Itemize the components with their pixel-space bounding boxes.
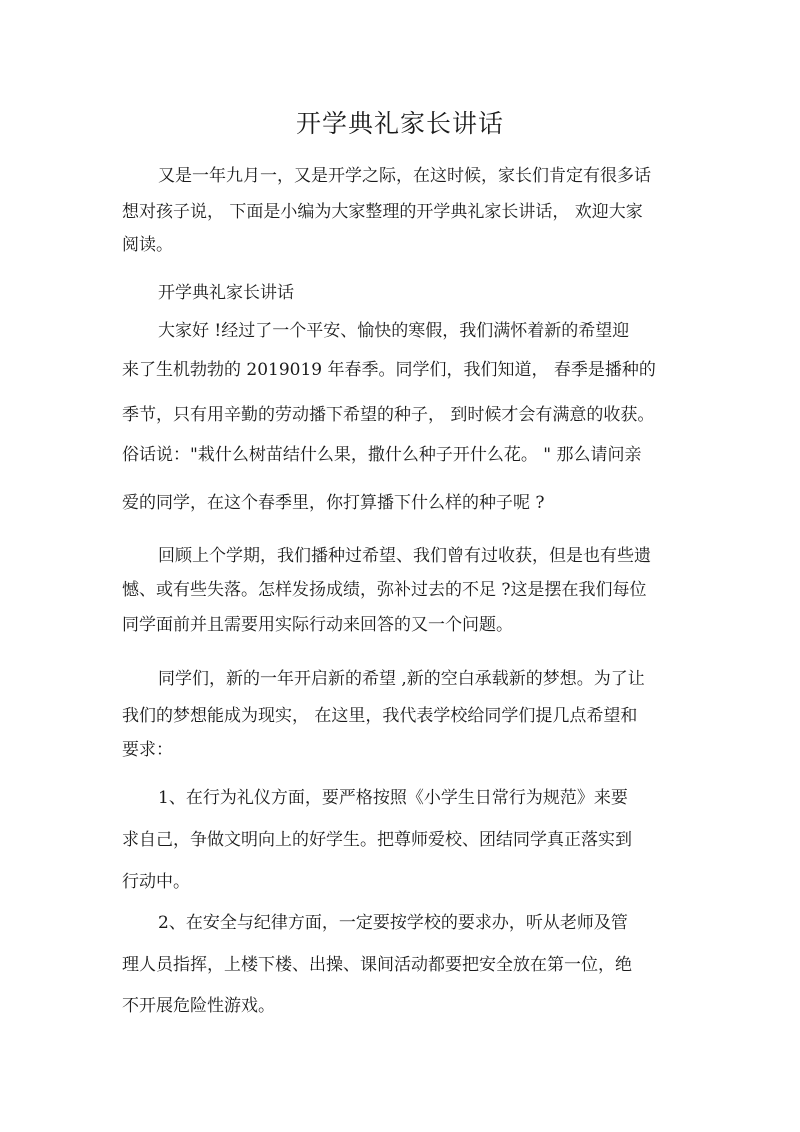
text-line: 季节，只有用辛勤的劳动播下希望的种子， 到时候才会有满意的收获。 [122, 405, 655, 425]
text-line: 不开展危险性游戏。 [122, 996, 275, 1016]
text-line: 想对孩子说， 下面是小编为大家整理的开学典礼家长讲话， 欢迎大家 [122, 202, 643, 222]
text-line: 同学面前并且需要用实际行动来回答的又一个问题。 [122, 615, 513, 635]
section-heading: 开学典礼家长讲话 [158, 283, 294, 303]
text-line: 来了生机勃勃的 2019019 年春季。同学们，我们知道， 春季是播种的 [122, 360, 656, 380]
text-line: 阅读。 [122, 235, 173, 255]
text-line: 爱的同学，在这个春季里，你打算播下什么样的种子呢 ? [122, 493, 545, 513]
text-line: 要求： [122, 740, 173, 760]
text-line: 憾、或有些失落。怎样发扬成绩，弥补过去的不足 ?这是摆在我们每位 [122, 580, 647, 600]
text-line: 我们的梦想能成为现实， 在这里，我代表学校给同学们提几点希望和 [122, 706, 638, 726]
text-line: 同学们，新的一年开启新的希望 ,新的空白承载新的梦想。为了让 [158, 669, 645, 689]
text-line: 俗话说："栽什么树苗结什么果，撒什么种子开什么花。 " 那么请问亲 [122, 445, 642, 465]
text-line: 又是一年九月一，又是开学之际，在这时候，家长们肯定有很多话 [158, 166, 651, 186]
text-line: 大家好 !经过了一个平安、愉快的寒假，我们满怀着新的希望迎 [158, 321, 630, 341]
list-item-2-line: 2、在安全与纪律方面，一定要按学校的要求办，听从老师及管 [158, 913, 628, 933]
text-line: 求自己，争做文明向上的好学生。把尊师爱校、团结同学真正落实到 [122, 830, 632, 850]
text-line: 理人员指挥，上楼下楼、出操、课间活动都要把安全放在第一位，绝 [122, 955, 632, 975]
text-line: 行动中。 [122, 872, 190, 892]
text-line: 回顾上个学期，我们播种过希望、我们曾有过收获，但是也有些遗 [158, 546, 651, 566]
list-item-1-line: 1、在行为礼仪方面，要严格按照《小学生日常行为规范》来要 [158, 788, 628, 808]
page-title: 开学典礼家长讲话 [295, 109, 504, 138]
